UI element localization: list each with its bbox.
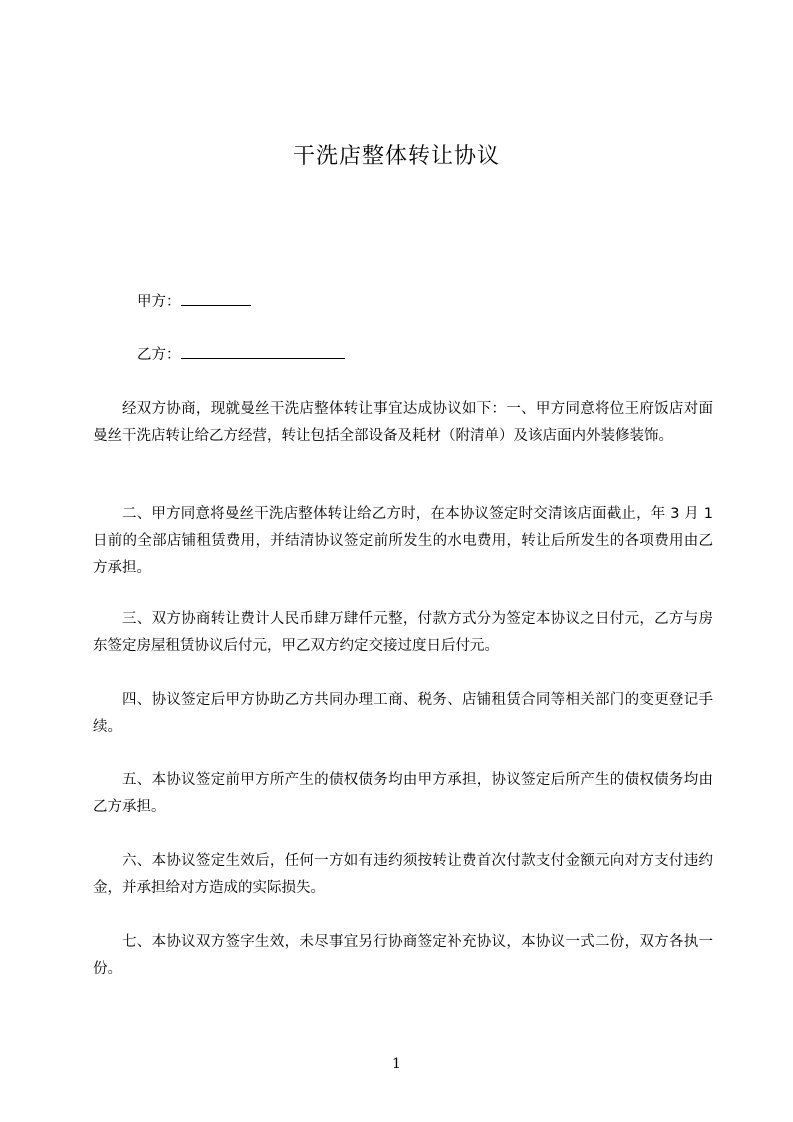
party-a-label: 甲方： xyxy=(137,294,181,310)
party-a-blank xyxy=(181,291,251,306)
clause-paragraph-3: 三、双方协商转让费计人民币肆万肆仟元整，付款方式分为签定本协议之日付元，乙方与房东签定房屋租赁协议后付元，甲乙双方约定交接过度日后付元。 xyxy=(93,611,713,654)
page-number: 1 xyxy=(392,1056,401,1072)
clause-paragraph-6: 六、本协议签定生效后，任何一方如有违约须按转让费首次付款支付金额元向对方支付违约金，并承担给对方造成的实际损失。 xyxy=(93,853,713,896)
clause-paragraph-5: 五、本协议签定前甲方所产生的债权债务均由甲方承担，协议签定后所产生的债权债务均由乙方承担。 xyxy=(93,772,713,815)
clause-paragraph-2: 二、甲方同意将曼丝干洗店整体转让给乙方时，在本协议签定时交清该店面截止，年 3 月 1 日前的全部店铺租赁费用，并结清协议签定前所发生的水电费用，转让后所发生的各项费用由乙方承担。 xyxy=(93,506,713,576)
party-a-line xyxy=(137,291,251,312)
clause-paragraph-1: 经双方协商，现就曼丝干洗店整体转让事宜达成协议如下：一、甲方同意将位王府饭店对面曼丝干洗店转让给乙方经营，转让包括全部设备及耗材（附清单）及该店面内外装修装饰。 xyxy=(93,401,713,444)
document-title: 干洗店整体转让协议 xyxy=(292,144,500,169)
party-b-label: 乙方： xyxy=(137,347,181,363)
clause-paragraph-4: 四、协议签定后甲方协助乙方共同办理工商、税务、店铺租赁合同等相关部门的变更登记手续。 xyxy=(93,692,713,735)
party-b-line xyxy=(137,344,345,365)
clause-paragraph-7: 七、本协议双方签字生效，未尽事宜另行协商签定补充协议，本协议一式二份，双方各执一份。 xyxy=(93,934,713,977)
party-b-blank xyxy=(181,344,345,359)
